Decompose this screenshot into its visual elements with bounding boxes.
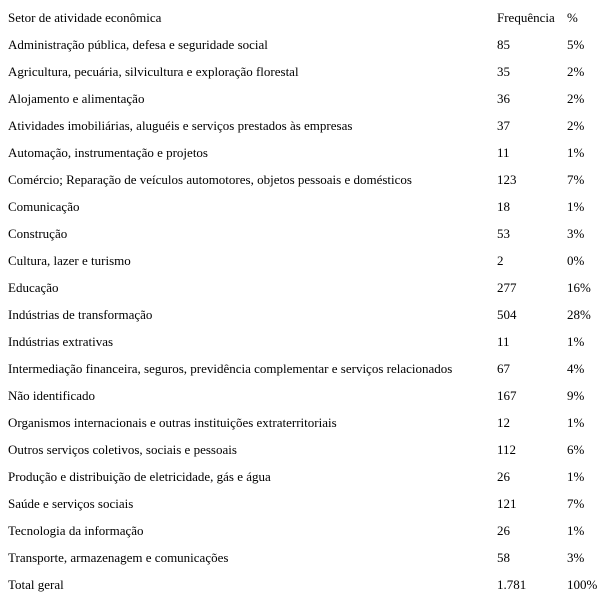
row-sector: Administração pública, defesa e seguridade social [8,37,268,52]
total-frequency: 1.781 [497,577,527,592]
table-row [0,139,609,166]
row-percent: 28% [567,307,591,322]
row-frequency: 11 [497,334,510,349]
total-row [0,571,609,598]
row-sector: Saúde e serviços sociais [8,496,134,511]
row-percent: 1% [567,415,585,430]
row-percent: 9% [567,388,585,403]
row-sector: Indústrias extrativas [8,334,114,349]
table-row [0,220,609,247]
row-percent: 4% [567,361,585,376]
total-sector: Total geral [8,577,64,592]
row-sector: Transporte, armazenagem e comunicações [8,550,229,565]
row-percent: 6% [567,442,585,457]
row-percent: 1% [567,199,585,214]
table-row [0,436,609,463]
row-sector: Organismos internacionais e outras instituições extraterritoriais [8,415,337,430]
row-sector: Comércio; Reparação de veículos automotores, objetos pessoais e domésticos [8,172,412,187]
row-percent: 16% [567,280,591,295]
row-frequency: 123 [497,172,517,187]
row-percent: 2% [567,64,585,79]
total-percent: 100% [567,577,598,592]
row-frequency: 26 [497,523,510,538]
table-row [0,301,609,328]
table-body [0,31,609,571]
row-percent: 7% [567,496,585,511]
row-frequency: 36 [497,91,510,106]
row-frequency: 53 [497,226,510,241]
row-frequency: 35 [497,64,510,79]
row-frequency: 37 [497,118,510,133]
table-row [0,247,609,274]
row-sector: Outros serviços coletivos, sociais e pessoais [8,442,237,457]
row-sector: Intermediação financeira, seguros, previdência complementar e serviços relacionados [8,361,453,376]
row-sector: Educação [8,280,59,295]
row-percent: 5% [567,37,585,52]
table-row [0,409,609,436]
table-row [0,382,609,409]
table-row [0,517,609,544]
row-percent: 1% [567,523,585,538]
sector-frequency-table [0,4,609,598]
row-frequency: 112 [497,442,517,457]
row-sector: Não identificado [8,388,95,403]
row-percent: 3% [567,550,585,565]
table-row [0,328,609,355]
row-frequency: 504 [497,307,517,322]
row-percent: 2% [567,91,585,106]
row-percent: 1% [567,334,585,349]
row-percent: 1% [567,145,585,160]
table-row [0,112,609,139]
table-row [0,85,609,112]
table-row [0,355,609,382]
row-frequency: 12 [497,415,510,430]
row-sector: Agricultura, pecuária, silvicultura e exploração florestal [8,64,299,79]
row-frequency: 58 [497,550,510,565]
table-row [0,490,609,517]
row-frequency: 18 [497,199,510,214]
row-frequency: 167 [497,388,517,403]
table-row [0,544,609,571]
row-sector: Cultura, lazer e turismo [8,253,131,268]
table-header-row [0,4,609,31]
table-row [0,31,609,58]
table-row [0,193,609,220]
row-percent: 1% [567,469,585,484]
row-sector: Produção e distribuição de eletricidade, gás e água [8,469,271,484]
row-sector: Construção [8,226,68,241]
row-sector: Alojamento e alimentação [8,91,145,106]
table-row [0,166,609,193]
table-row [0,274,609,301]
row-sector: Automação, instrumentação e projetos [8,145,208,160]
row-sector: Tecnologia da informação [8,523,144,538]
row-frequency: 2 [497,253,504,268]
row-frequency: 121 [497,496,517,511]
row-percent: 7% [567,172,585,187]
header-percent: % [567,10,578,25]
row-frequency: 277 [497,280,517,295]
header-sector: Setor de atividade econômica [8,10,162,25]
table-row [0,58,609,85]
row-percent: 0% [567,253,585,268]
header-frequency: Frequência [497,10,555,25]
table-row [0,463,609,490]
row-frequency: 26 [497,469,510,484]
row-percent: 2% [567,118,585,133]
row-sector: Indústrias de transformação [8,307,153,322]
row-sector: Atividades imobiliárias, aluguéis e serviços prestados às empresas [8,118,353,133]
row-frequency: 85 [497,37,510,52]
row-percent: 3% [567,226,585,241]
row-frequency: 67 [497,361,510,376]
row-sector: Comunicação [8,199,80,214]
row-frequency: 11 [497,145,510,160]
